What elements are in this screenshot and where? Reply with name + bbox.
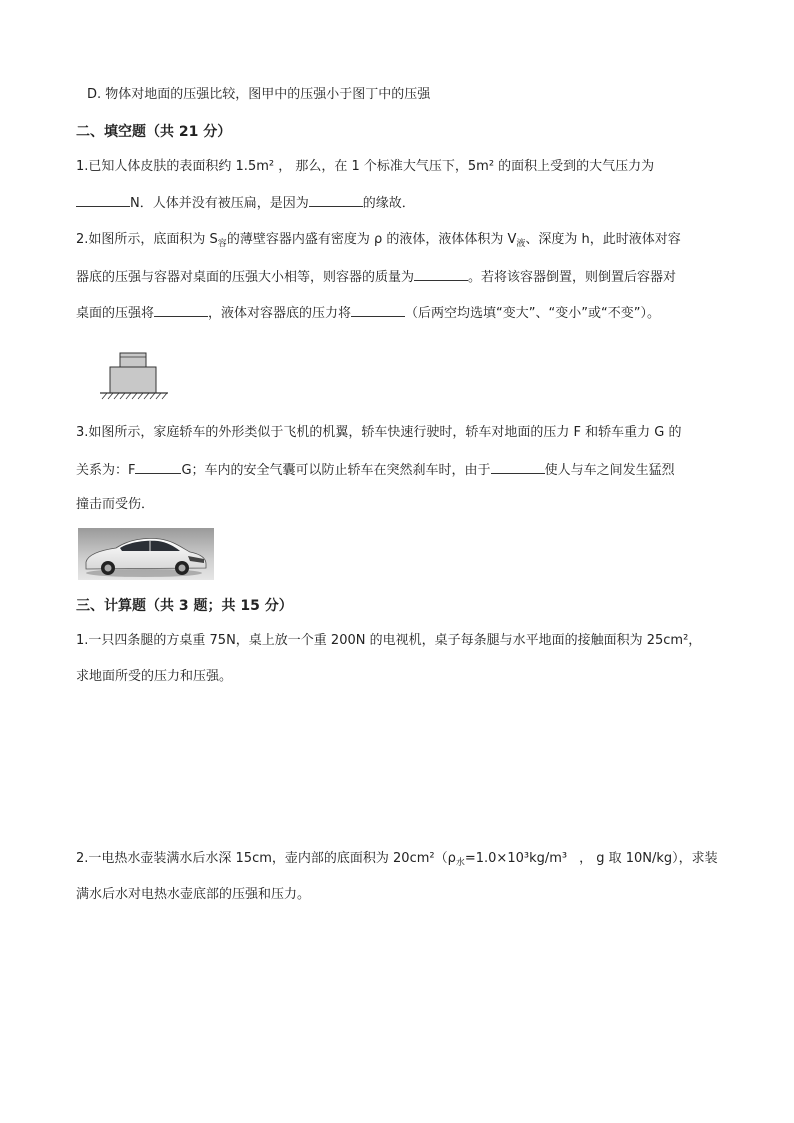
answer-blank[interactable] — [135, 460, 181, 474]
q2-2-text-g: ，液体对容器底的压力将 — [208, 306, 352, 321]
subscript-water: 水 — [455, 858, 465, 868]
q3-2-line1 — [76, 850, 718, 872]
car-photo — [78, 528, 214, 580]
q2-2-line1 — [76, 231, 681, 253]
answer-blank[interactable] — [351, 303, 405, 317]
q3-2-text-c: ， g 取 10N/kg），求装 — [579, 851, 718, 866]
answer-blank[interactable] — [414, 267, 468, 281]
q2-2-line3 — [76, 303, 660, 323]
q2-3-text-b: G；车内的安全气囊可以防止轿车在突然刹车时，由于 — [181, 463, 491, 478]
q2-2-text-h: （后两空均选填“变大”、“变小”或“不变”）。 — [405, 306, 660, 321]
q2-3-text-a: 关系为：F — [76, 463, 136, 478]
q2-2-text-c: 、深度为 h，此时液体对容 — [525, 232, 681, 247]
q2-2-text-b: 的薄壁容器内盛有密度为 ρ 的液体，液体体积为 V — [226, 232, 517, 247]
q2-3-line1: 3.如图所示，家庭轿车的外形类似于飞机的机翼，轿车快速行驶时，轿车对地面的压力 F 和轿车重力 G 的 — [76, 425, 682, 440]
q3-2-text-b: =1.0×10³kg/m³ — [464, 851, 568, 866]
q2-1-text-a: 1.已知人体皮肤的表面积约 1.5m² — [76, 159, 275, 174]
q2-3-line3: 撞击而受伤． — [76, 497, 155, 512]
subscript-container: 容 — [217, 239, 227, 249]
answer-blank[interactable] — [491, 460, 545, 474]
answer-blank[interactable] — [154, 303, 208, 317]
q3-2-text-a: 2.一电热水壶装满水后水深 15cm，壶内部的底面积为 20cm²（ρ — [76, 851, 456, 866]
q2-1-text-d: 的缘故． — [362, 196, 415, 211]
q2-2-line2 — [76, 267, 676, 287]
q2-1-text-c: N．人体并没有被压扁，是因为 — [130, 196, 309, 211]
q2-2-text-a: 2.如图所示，底面积为 S — [76, 232, 218, 247]
q3-2-line2: 满水后水对电热水壶底部的压强和压力。 — [76, 887, 311, 902]
q2-1-line1 — [76, 158, 654, 176]
container-figure — [98, 345, 170, 403]
q2-1-line2 — [76, 193, 415, 213]
q2-2-text-d: 器底的压强与容器对桌面的压强大小相等，则容器的质量为 — [76, 270, 415, 285]
subscript-liquid: 液 — [516, 239, 526, 249]
option-d: D. 物体对地面的压强比较，图甲中的压强小于图丁中的压强 — [87, 87, 431, 102]
section-fill-in-title: 二、填空题（共 21 分） — [76, 124, 232, 140]
q2-3-line2 — [76, 460, 675, 480]
q3-1-line1: 1.一只四条腿的方桌重 75N，桌上放一个重 200N 的电视机，桌子每条腿与水平地面的接触面积为 25cm²， — [76, 633, 702, 648]
q2-1-text-b: ， 那么，在 1 个标准大气压下，5m² 的面积上受到的大气压力为 — [278, 159, 655, 174]
section-calculation-title: 三、计算题（共 3 题；共 15 分） — [76, 598, 293, 614]
q2-2-text-e: 。若将该容器倒置，则倒置后容器对 — [468, 270, 677, 285]
answer-blank[interactable] — [309, 193, 363, 207]
q3-1-line2: 求地面所受的压力和压强。 — [76, 669, 233, 684]
answer-blank[interactable] — [76, 193, 130, 207]
q2-2-text-f: 桌面的压强将 — [76, 306, 155, 321]
q2-3-text-c: 使人与车之间发生猛烈 — [544, 463, 675, 478]
